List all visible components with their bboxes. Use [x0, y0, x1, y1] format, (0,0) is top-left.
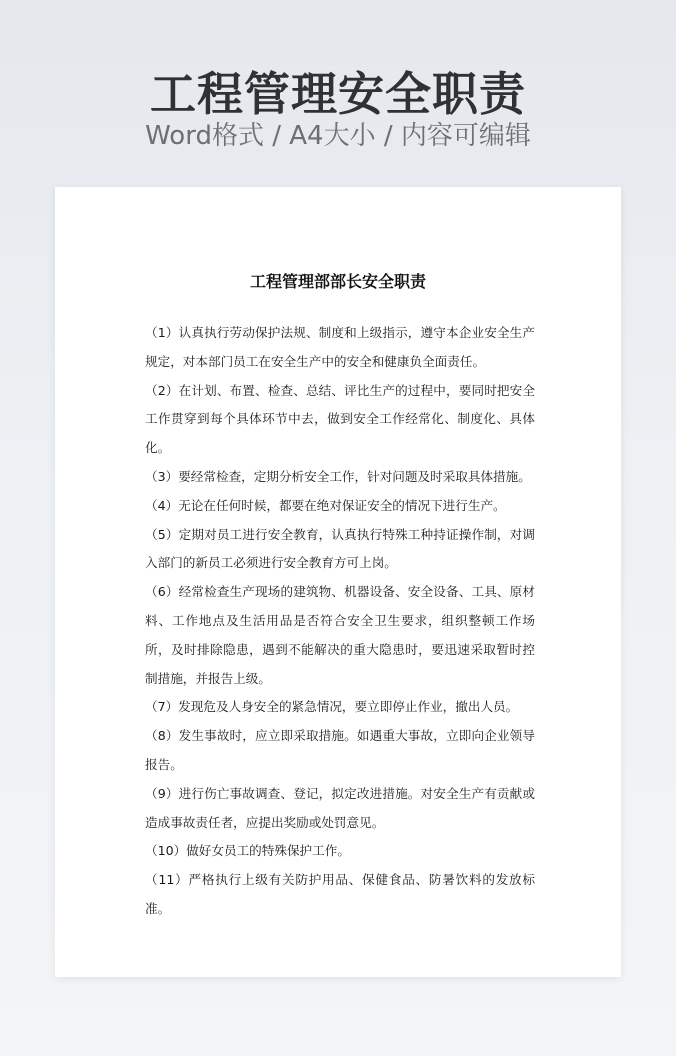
paragraph-9: （9）进行伤亡事故调查、登记，拟定改进措施。对安全生产有贡献或造成事故责任者，应提出奖励或处罚意见。 [145, 785, 535, 830]
paragraph-2: （2）在计划、布置、检查、总结、评比生产的过程中，要同时把安全工作贯穿到每个具体环节中去，做到安全工作经常化、制度化、具体化。 [145, 382, 535, 456]
page-header [0, 0, 676, 180]
document-page [55, 187, 621, 977]
paragraph-8: （8）发生事故时，应立即采取措施。如遇重大事故，立即向企业领导报告。 [145, 728, 535, 772]
subtitle: Word格式 / A4大小 / 内容可编辑 [145, 121, 531, 151]
document-body [145, 319, 535, 924]
main-title: 工程管理安全职责 [150, 67, 526, 121]
paragraph-5: （5）定期对员工进行安全教育，认真执行特殊工种持证操作制，对调入部门的新员工必须进行安全教育方可上岗。 [145, 526, 535, 571]
paragraph-4: （4）无论在任何时候，都要在绝对保证安全的情况下进行生产。 [145, 497, 506, 513]
paragraph-7: （7）发现危及人身安全的紧急情况，要立即停止作业，撤出人员。 [145, 699, 519, 715]
paragraph-3: （3）要经常检查，定期分析安全工作，针对问题及时采取具体措施。 [145, 468, 531, 484]
paragraph-1: （1）认真执行劳动保护法规、制度和上级指示，遵守本企业安全生产规定，对本部门员工在安全生产中的安全和健康负全面责任。 [145, 325, 535, 369]
paragraph-10: （10）做好女员工的特殊保护工作。 [145, 843, 350, 859]
document-title: 工程管理部部长安全职责 [249, 272, 426, 291]
paragraph-11: （11）严格执行上级有关防护用品、保健食品、防暑饮料的发放标准。 [145, 872, 535, 916]
paragraph-6: （6）经常检查生产现场的建筑物、机器设备、安全设备、工具、原材料、工作地点及生活用品是否符合安全卫生要求，组织整顿工作场所，及时排除隐患，遇到不能解决的重大隐患时，要迅速采取暂时控制措施，并报告上级。 [145, 584, 535, 686]
